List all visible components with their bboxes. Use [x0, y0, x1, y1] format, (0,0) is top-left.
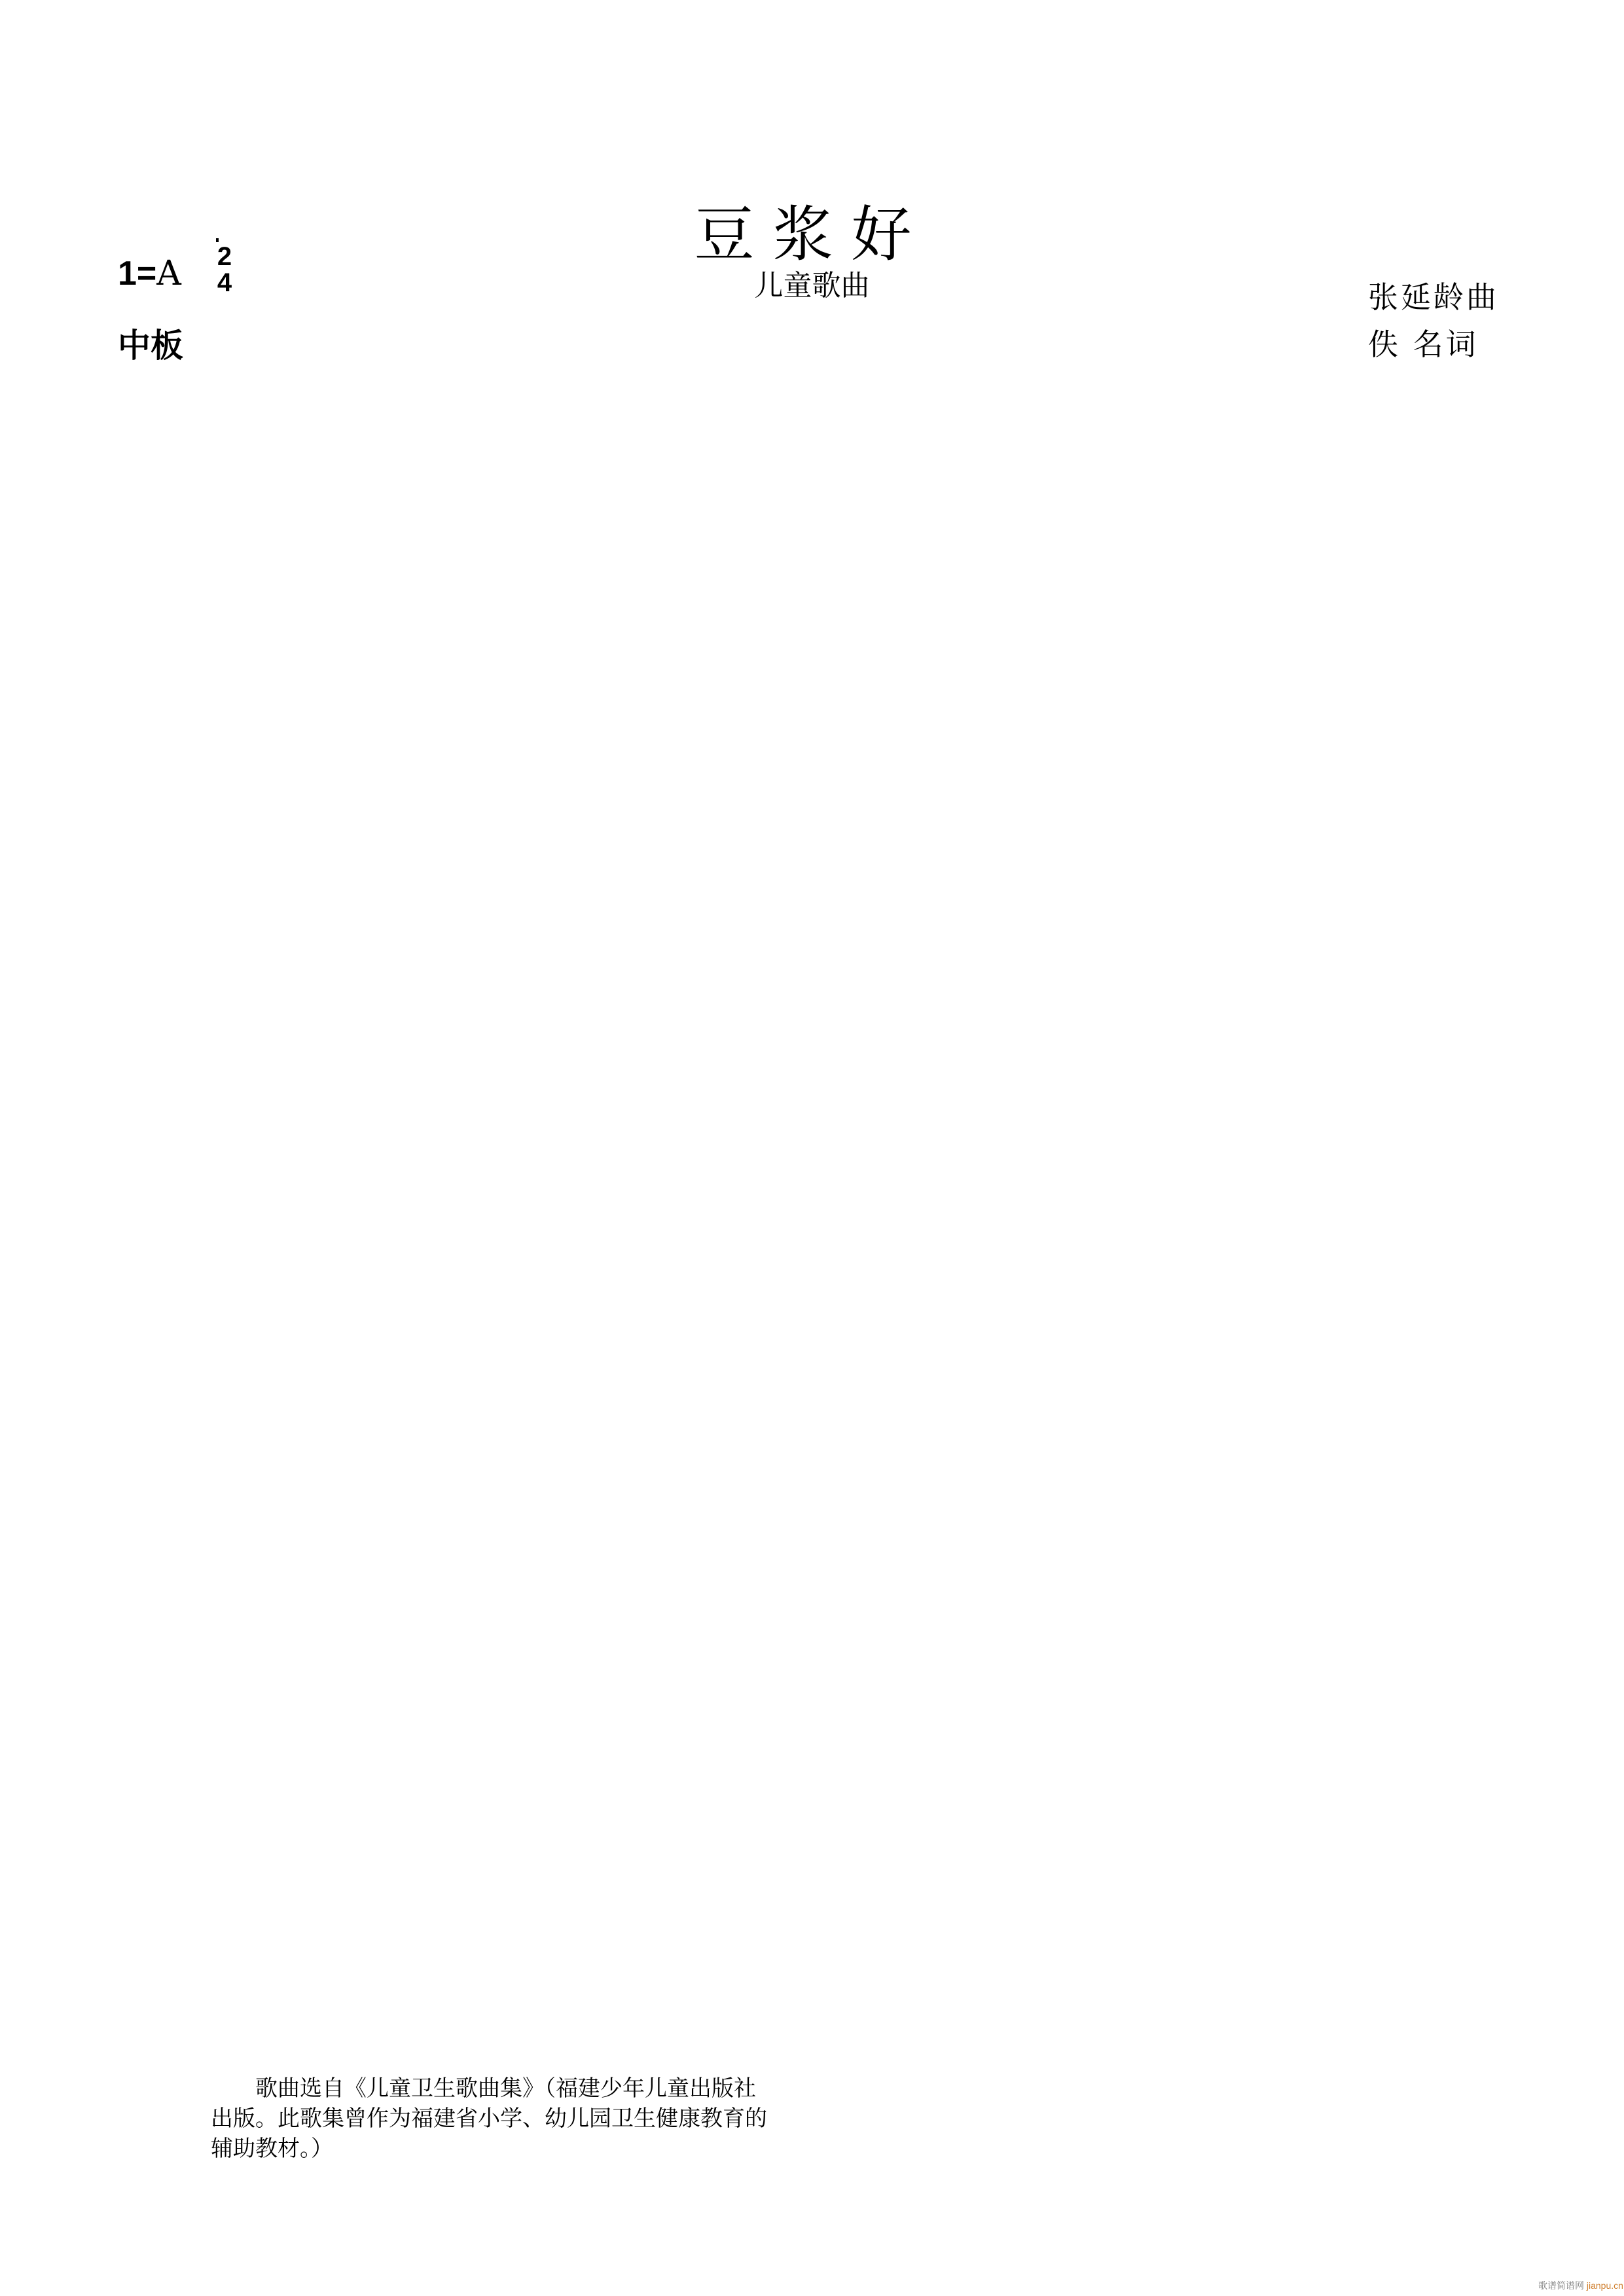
footnote-line: 辅助教材。）	[211, 2136, 333, 2162]
key-signature	[118, 254, 181, 293]
watermark-cn: 歌谱简谱网	[1538, 2280, 1584, 2291]
time-signature	[213, 243, 236, 296]
time-sig-bottom: 4	[217, 268, 232, 297]
watermark-en: jianpu.cn	[1586, 2280, 1623, 2291]
footnote	[211, 2073, 852, 2164]
song-subtitle: 儿童歌曲	[754, 269, 870, 302]
lyricist-credit: 佚 名词	[1368, 327, 1479, 362]
footnote-line: 出版。此歌集曾作为福建省小学、幼儿园卫生健康教育的	[211, 2106, 767, 2132]
tempo-marking: 中板	[118, 327, 183, 365]
composer-credit: 张延龄曲	[1368, 279, 1499, 315]
time-sig-line	[216, 238, 219, 242]
key-note: A	[156, 254, 181, 293]
watermark	[1538, 2279, 1623, 2292]
footnote-line: 歌曲选自《儿童卫生歌曲集》（福建少年儿童出版社	[255, 2075, 756, 2102]
time-sig-top: 2	[217, 242, 232, 271]
key-prefix: 1=	[118, 255, 157, 293]
song-title: 豆浆好	[694, 200, 930, 270]
